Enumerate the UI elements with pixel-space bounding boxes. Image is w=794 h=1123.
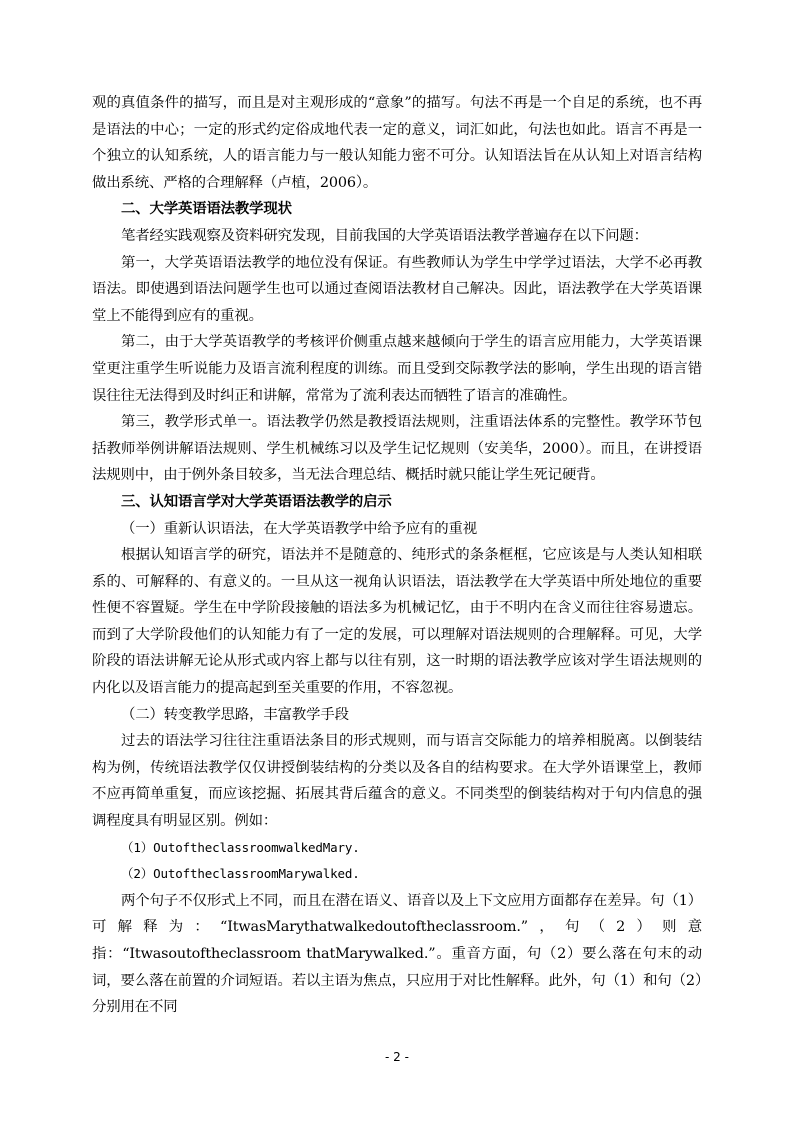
paragraph-sentence-comparison: 两个句子不仅形式上不同，而且在潜在语义、语音以及上下文应用方面都存在差异。句（1）可解释为：“ItwasMarythatwalkedoutoftheclassroom.”，句（2）则意指：“Itwasoutoftheclassroom thatMarywalked.”。重音方面，句（2）要么落在句末的动词，要么落在前置的介词短语。若以主语为焦点，只应用于对比性解释。此外，句（1）和句（2）分别用在不同 xyxy=(92,892,702,1016)
paragraph-cognitive-grammar-definition: 观的真值条件的描写，而且是对主观形成的“意象”的描写。句法不再是一个自足的系统，也不再是语法的中心；一定的形式约定俗成地代表一定的意义，词汇如此，句法也如此。语言不再是一个独立的认知系统，人的语言能力与一般认知能力密不可分。认知语法旨在从认知上对语言结构做出系统、严格的合理解释（卢植，2006）。 xyxy=(92,95,702,191)
document-body xyxy=(92,90,702,1021)
example-sentence-1: （1）OutoftheclassroomwalkedMary. xyxy=(121,839,360,855)
example-sentence-2: （2）OutoftheclassroomMarywalked. xyxy=(121,866,360,882)
paragraph-problem-1: 第一，大学英语语法教学的地位没有保证。有些教师认为学生中学学过语法，大学不必再教语法。即使遇到语法问题学生也可以通过查阅语法教材自己解决。因此，语法教学在大学英语课堂上不能得到应有的重视。 xyxy=(92,254,702,324)
section-heading-2: 二、大学英语语法教学现状 xyxy=(121,200,292,218)
paragraph-reunderstand-grammar: 根据认知语言学的研究，语法并不是随意的、纯形式的条条框框，它应该是与人类认知相联系的、可解释的、有意义的。一旦从这一视角认识语法，语法教学在大学英语中所处地位的重要性便不容置疑。学生在中学阶段接触的语法多为机械记忆，由于不明内在含义而往往容易遗忘。而到了大学阶段他们的认知能力有了一定的发展，可以理解对语法规则的合理解释。可见，大学阶段的语法讲解无论从形式或内容上都与以往有别，这一时期的语法教学应该对学生语法规则的内化以及语言能力的提高起到至关重要的作用，不容忽视。 xyxy=(92,547,702,697)
paragraph-inversion-example: 过去的语法学习往往注重语法条目的形式规则，而与语言交际能力的培养相脱离。以倒装结构为例，传统语法教学仅仅讲授倒装结构的分类以及各自的结构要求。在大学外语课堂上，教师不应再简单重复，而应该挖掘、拓展其背后蕴含的意义。不同类型的倒装结构对于句内信息的强调程度具有明显区别。例如： xyxy=(92,733,702,830)
page-number: - 2 - xyxy=(385,1050,409,1064)
subsection-heading-2: （二）转变教学思路，丰富教学手段 xyxy=(121,706,349,723)
section-heading-3: 三、认知语言学对大学英语语法教学的启示 xyxy=(121,492,392,510)
paragraph-problem-3: 第三，教学形式单一。语法教学仍然是教授语法规则，注重语法体系的完整性。教学环节包括教师举例讲解语法规则、学生机械练习以及学生记忆规则（安美华，2000）。而且，在讲授语法规则中，由于例外条目较多，当无法合理总结、概括时就只能让学生死记硬背。 xyxy=(92,414,702,484)
paragraph-problem-2: 第二，由于大学英语教学的考核评价侧重点越来越倾向于学生的语言应用能力，大学英语课堂更注重学生听说能力及语言流利程度的训练。而且受到交际教学法的影响，学生出现的语言错误往往无法得到及时纠正和讲解，常常为了流利表达而牺牲了语言的准确性。 xyxy=(92,334,702,404)
subsection-heading-1: （一）重新认识语法，在大学英语教学中给予应有的重视 xyxy=(121,520,478,537)
paragraph-problems-intro: 笔者经实践观察及资料研究发现，目前我国的大学英语语法教学普遍存在以下问题： xyxy=(121,227,648,244)
